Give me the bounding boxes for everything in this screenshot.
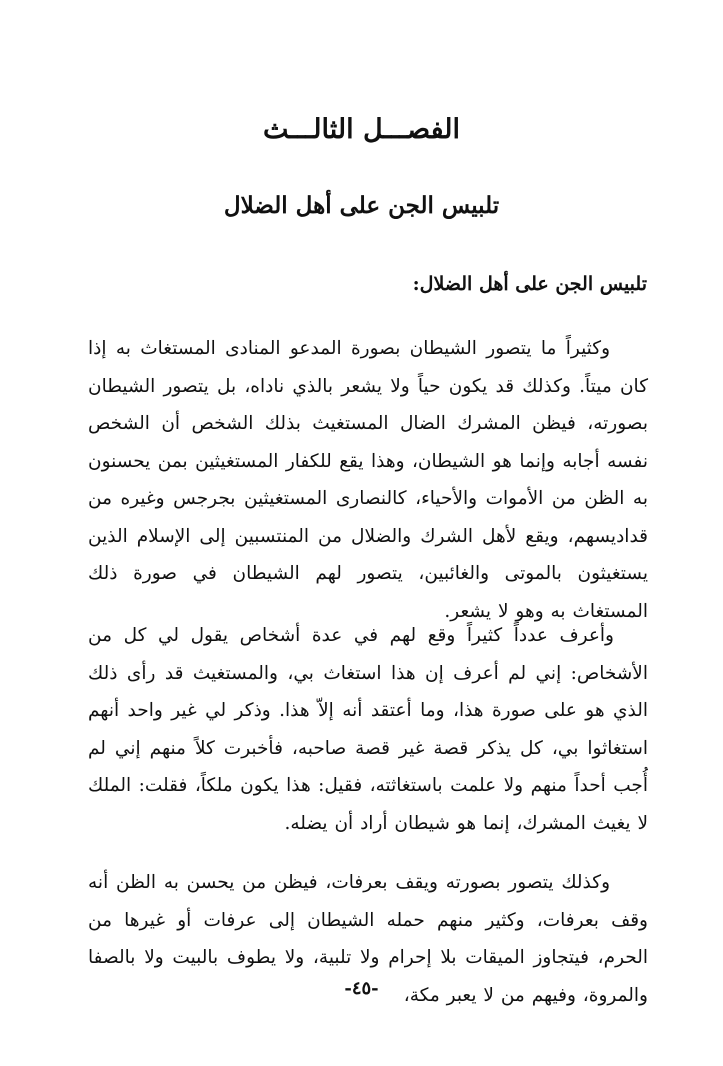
chapter-title: الفصـــل الثالـــث	[263, 114, 460, 145]
page-number: -٤٥-	[344, 978, 379, 999]
paragraph-3: وكذلك يتصور بصورته ويقف بعرفات، فيظن من يحسن به الظن أنه وقف بعرفات، وكثير منهم حمله الشيطان إلى عرفات أو غيرها من الحرم، فيتجاوز الميقات بلا إحرام ولا تلبية، ولا يطوف بالبيت ولا بالصفا والمروة، وفيهم من لا يعبر مكة،	[88, 872, 648, 1006]
section-title: تلبيس الجن على أهل الضلال	[223, 192, 500, 219]
subheading: تلبيس الجن على أهل الضلال:	[412, 273, 647, 295]
paragraph-2: وأعرف عدداً كثيراً وقع لهم في عدة أشخاص يقول لي كل من الأشخاص: إني لم أعرف إن هذا استغاث بي، والمستغيث قد رأى ذلك الذي هو على صورة هذا، وما أعتقد أنه إلاّ هذا. وذكر لي غير واحد أنهم استغاثوا بي، كل يذكر قصة غير قصة صاحبه، فأخبرت كلاً منهم إني لم أُجب أحداً منهم ولا علمت باستغاثته، فقيل: هذا يكون ملكاً، فقلت: الملك لا يغيث المشرك، إنما هو شيطان أراد أن يضله.	[88, 625, 648, 834]
paragraph-1: وكثيراً ما يتصور الشيطان بصورة المدعو المنادى المستغاث به إذا كان ميتاً. وكذلك قد يكون حياً ولا يشعر بالذي ناداه، بل يتصور الشيطان بصورته، فيظن المشرك الضال المستغيث بذلك الشخص أن الشخص نفسه أجابه وإنما هو الشيطان، وهذا يقع للكفار المستغيثين بمن يحسنون به الظن من الأموات والأحياء، كالنصارى المستغيثين بجرجس وغيره من قداديسهم، ويقع لأهل الشرك والضلال من المنتسبين إلى الإسلام الذين يستغيثون بالموتى والغائبين، يتصور لهم الشيطان في صورة ذلك المستغاث به وهو لا يشعر.	[88, 338, 648, 622]
